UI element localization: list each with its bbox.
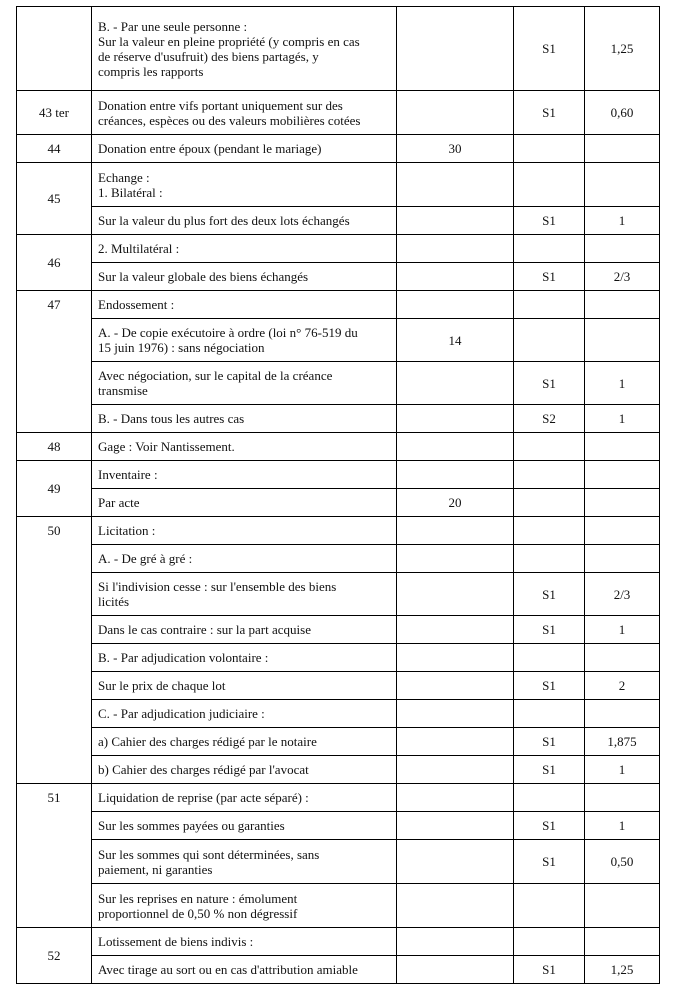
description-line: compris les rapports: [98, 63, 204, 79]
rate-cell: [585, 784, 660, 812]
tarif-table-body: [17, 7, 660, 984]
table-row: [17, 784, 660, 812]
rate-cell: [585, 517, 660, 545]
rate-cell: [585, 644, 660, 672]
description-cell: [92, 928, 397, 956]
table-row: [17, 135, 660, 163]
description-cell: [92, 207, 397, 235]
table-row: [17, 461, 660, 489]
description-line: paiement, ni garanties: [98, 861, 213, 877]
rate-cell: [585, 433, 660, 461]
fixed-fee-cell: [397, 956, 514, 984]
description-cell: [92, 291, 397, 319]
description-line: créances, espèces ou des valeurs mobilières cotées: [98, 112, 361, 128]
table-row: [17, 756, 660, 784]
table-row: [17, 616, 660, 644]
article-number-cell: [17, 7, 92, 91]
description-line: B. - Par une seule personne :: [98, 18, 248, 34]
scale-cell: S1: [514, 91, 585, 135]
description-cell: [92, 884, 397, 928]
article-number-cell: 48: [17, 433, 92, 461]
fixed-fee-cell: [397, 573, 514, 616]
fixed-fee-cell: [397, 756, 514, 784]
fixed-fee-cell: [397, 461, 514, 489]
description-line: Donation entre époux (pendant le mariage): [98, 141, 322, 156]
article-number-cell: 44: [17, 135, 92, 163]
scale-cell: [514, 319, 585, 362]
table-row: [17, 573, 660, 616]
description-line: Si l'indivision cesse : sur l'ensemble des biens: [98, 579, 337, 594]
fixed-fee-cell: [397, 812, 514, 840]
description-line: Avec tirage au sort ou en cas d'attribution amiable: [98, 962, 358, 977]
scale-cell: [514, 700, 585, 728]
rate-cell: 0,50: [585, 840, 660, 884]
description-line: Par acte: [98, 495, 140, 510]
article-number-cell: 51: [17, 784, 92, 928]
scale-cell: S1: [514, 956, 585, 984]
table-row: [17, 840, 660, 884]
fixed-fee-cell: [397, 405, 514, 433]
table-row: [17, 956, 660, 984]
rate-cell: 1,875: [585, 728, 660, 756]
description-cell: [92, 235, 397, 263]
rate-cell: [585, 700, 660, 728]
fixed-fee-cell: [397, 700, 514, 728]
scale-cell: S1: [514, 728, 585, 756]
rate-cell: [585, 135, 660, 163]
scale-cell: S1: [514, 840, 585, 884]
scale-cell: S1: [514, 616, 585, 644]
scale-cell: S1: [514, 812, 585, 840]
description-line: A. - De gré à gré :: [98, 551, 193, 566]
description-line: Echange :: [98, 169, 150, 185]
fixed-fee-cell: [397, 362, 514, 405]
table-row: [17, 489, 660, 517]
rate-cell: [585, 461, 660, 489]
scale-cell: [514, 461, 585, 489]
table-row: [17, 545, 660, 573]
table-row: [17, 728, 660, 756]
description-line: A. - De copie exécutoire à ordre (loi n° 76-519 du: [98, 325, 358, 340]
fixed-fee-cell: [397, 91, 514, 135]
fixed-fee-cell: [397, 517, 514, 545]
rate-cell: 1,25: [585, 7, 660, 91]
description-cell: [92, 840, 397, 884]
fixed-fee-cell: [397, 784, 514, 812]
scale-cell: S1: [514, 573, 585, 616]
description-cell: [92, 7, 397, 91]
article-number-cell: 49: [17, 461, 92, 517]
table-row: [17, 644, 660, 672]
description-line: Inventaire :: [98, 467, 158, 482]
description-line: B. - Par adjudication volontaire :: [98, 650, 269, 665]
description-cell: [92, 91, 397, 135]
rate-cell: [585, 291, 660, 319]
table-row: [17, 928, 660, 956]
description-cell: [92, 545, 397, 573]
article-number-cell: 46: [17, 235, 92, 291]
description-cell: [92, 489, 397, 517]
rate-cell: 1: [585, 362, 660, 405]
description-cell: [92, 405, 397, 433]
table-row: [17, 291, 660, 319]
table-row: [17, 405, 660, 433]
scale-cell: [514, 884, 585, 928]
fixed-fee-cell: [397, 263, 514, 291]
fixed-fee-cell: [397, 728, 514, 756]
description-cell: [92, 700, 397, 728]
scale-cell: S1: [514, 207, 585, 235]
fixed-fee-cell: [397, 291, 514, 319]
description-line: Licitation :: [98, 523, 156, 538]
rate-cell: 1: [585, 207, 660, 235]
description-cell: [92, 362, 397, 405]
fixed-fee-cell: [397, 616, 514, 644]
fixed-fee-cell: [397, 884, 514, 928]
table-row: [17, 235, 660, 263]
description-cell: [92, 517, 397, 545]
description-line: Avec négociation, sur le capital de la créance: [98, 368, 333, 383]
rate-cell: [585, 928, 660, 956]
description-line: Donation entre vifs portant uniquement sur des: [98, 97, 343, 113]
rate-cell: [585, 884, 660, 928]
rate-cell: [585, 319, 660, 362]
description-cell: [92, 728, 397, 756]
description-line: Sur les sommes payées ou garanties: [98, 818, 285, 833]
scale-cell: S1: [514, 7, 585, 91]
table-row: [17, 163, 660, 207]
description-line: proportionnel de 0,50 % non dégressif: [98, 905, 298, 921]
description-cell: [92, 573, 397, 616]
table-row: [17, 433, 660, 461]
description-cell: [92, 644, 397, 672]
scale-cell: [514, 291, 585, 319]
description-line: Dans le cas contraire : sur la part acquise: [98, 622, 311, 637]
fixed-fee-cell: [397, 163, 514, 207]
description-line: Liquidation de reprise (par acte séparé) :: [98, 790, 309, 805]
description-cell: [92, 461, 397, 489]
rate-cell: [585, 163, 660, 207]
description-line: a) Cahier des charges rédigé par le notaire: [98, 734, 317, 749]
fixed-fee-cell: [397, 644, 514, 672]
article-number-cell: 52: [17, 928, 92, 984]
rate-cell: 1,25: [585, 956, 660, 984]
table-row: [17, 7, 660, 91]
description-line: Sur la valeur en pleine propriété (y compris en cas: [98, 33, 360, 49]
article-number-cell: 47: [17, 291, 92, 433]
description-line: licités: [98, 594, 130, 609]
rate-cell: [585, 489, 660, 517]
tarif-table: [16, 6, 660, 984]
scale-cell: S1: [514, 263, 585, 291]
rate-cell: 1: [585, 405, 660, 433]
description-cell: [92, 672, 397, 700]
description-cell: [92, 263, 397, 291]
rate-cell: [585, 235, 660, 263]
description-line: Sur les sommes qui sont déterminées, sans: [98, 846, 320, 862]
table-row: [17, 319, 660, 362]
description-cell: [92, 135, 397, 163]
table-row: [17, 672, 660, 700]
description-cell: [92, 812, 397, 840]
scale-cell: [514, 163, 585, 207]
description-line: Sur la valeur globale des biens échangés: [98, 269, 309, 284]
table-row: [17, 812, 660, 840]
scale-cell: [514, 135, 585, 163]
description-cell: [92, 616, 397, 644]
description-line: Sur la valeur du plus fort des deux lots échangés: [98, 213, 350, 228]
fixed-fee-cell: [397, 840, 514, 884]
scale-cell: S1: [514, 362, 585, 405]
description-line: Sur le prix de chaque lot: [98, 678, 226, 693]
scale-cell: [514, 545, 585, 573]
scale-cell: [514, 928, 585, 956]
description-line: B. - Dans tous les autres cas: [98, 411, 245, 426]
description-line: Gage : Voir Nantissement.: [98, 439, 235, 454]
article-number-cell: 50: [17, 517, 92, 784]
fixed-fee-cell: [397, 433, 514, 461]
scale-cell: S2: [514, 405, 585, 433]
rate-cell: [585, 545, 660, 573]
description-line: b) Cahier des charges rédigé par l'avocat: [98, 762, 309, 777]
description-line: 1. Bilatéral :: [98, 184, 163, 200]
fixed-fee-cell: [397, 235, 514, 263]
table-row: [17, 362, 660, 405]
rate-cell: 1: [585, 756, 660, 784]
fixed-fee-cell: [397, 672, 514, 700]
description-cell: [92, 784, 397, 812]
fixed-fee-cell: [397, 207, 514, 235]
rate-cell: 2: [585, 672, 660, 700]
fixed-fee-cell: 20: [397, 489, 514, 517]
fixed-fee-cell: 14: [397, 319, 514, 362]
scale-cell: [514, 784, 585, 812]
rate-cell: 0,60: [585, 91, 660, 135]
table-row: [17, 207, 660, 235]
scale-cell: [514, 235, 585, 263]
description-cell: [92, 756, 397, 784]
description-line: de réserve d'usufruit) des biens partagés, y: [98, 48, 319, 64]
scale-cell: S1: [514, 672, 585, 700]
description-cell: [92, 163, 397, 207]
description-line: transmise: [98, 383, 148, 398]
scale-cell: [514, 517, 585, 545]
fixed-fee-cell: [397, 928, 514, 956]
article-number-cell: 45: [17, 163, 92, 235]
article-number-cell: 43 ter: [17, 91, 92, 135]
description-line: 15 juin 1976) : sans négociation: [98, 340, 265, 355]
scale-cell: [514, 433, 585, 461]
table-row: [17, 263, 660, 291]
table-row: [17, 517, 660, 545]
scale-cell: S1: [514, 756, 585, 784]
scale-cell: [514, 489, 585, 517]
rate-cell: 1: [585, 616, 660, 644]
table-row: [17, 91, 660, 135]
description-cell: [92, 433, 397, 461]
rate-cell: 1: [585, 812, 660, 840]
description-line: Lotissement de biens indivis :: [98, 934, 254, 949]
description-line: C. - Par adjudication judiciaire :: [98, 706, 265, 721]
scale-cell: [514, 644, 585, 672]
description-line: Sur les reprises en nature : émolument: [98, 890, 298, 906]
fixed-fee-cell: [397, 7, 514, 91]
description-line: Endossement :: [98, 297, 175, 312]
table-row: [17, 700, 660, 728]
rate-cell: 2/3: [585, 573, 660, 616]
description-cell: [92, 319, 397, 362]
fixed-fee-cell: 30: [397, 135, 514, 163]
fixed-fee-cell: [397, 545, 514, 573]
table-row: [17, 884, 660, 928]
description-cell: [92, 956, 397, 984]
description-line: 2. Multilatéral :: [98, 241, 180, 256]
rate-cell: 2/3: [585, 263, 660, 291]
